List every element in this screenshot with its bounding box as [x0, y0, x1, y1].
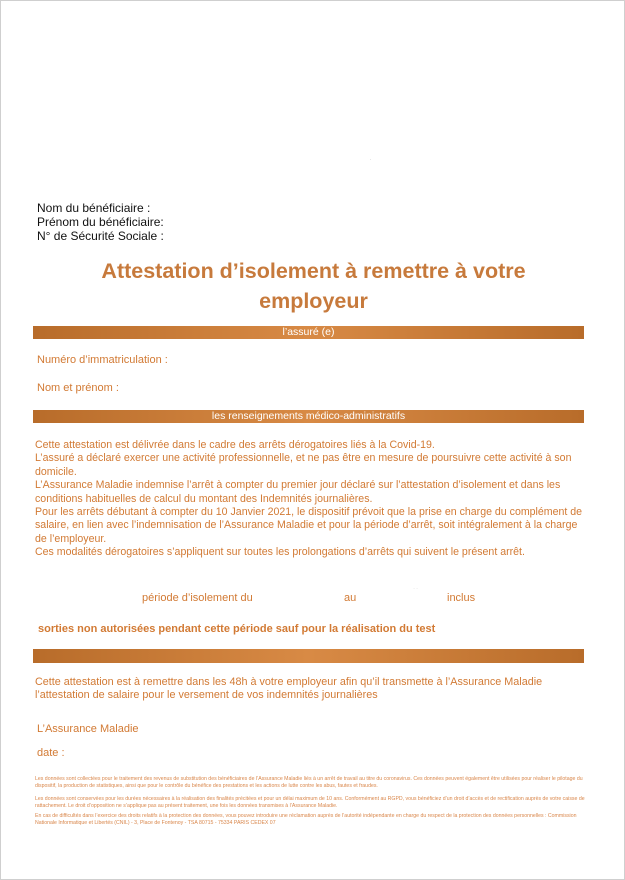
paragraph: Ces modalités dérogatoires s’appliquent sur toutes les prolongations d’arrêts qui suivent le présent arrêt. [35, 546, 525, 559]
footnote-collecte: Les données sont collectées pour le traitement des revenus de substitution des bénéficiaires de l’Assurance Maladie liés à un arrêt de travail au titre du coronavirus. Ces données peuvent également être utilisées pour réaliser le pilotage du dispositif, la production de statistiques, ainsi que pour le contrôle du bénéfice des prestations et les actions de lutte contre les abus, fautes et fraudes. [35, 776, 583, 789]
remise-notice: Cette attestation est à remettre dans les 48h à votre employeur afin qu’il transmette à l’Assurance Maladie l’attestation de salaire pour le versement de vos indemnités journalières [35, 676, 543, 702]
identification-block [37, 201, 164, 243]
paragraph: Cette attestation est délivrée dans le cadre des arrêts dérogatoires liés à la Covid-19. [35, 439, 435, 451]
nom-prenom-label: Nom et prénom : [37, 382, 119, 394]
scan-mark: · [369, 154, 372, 164]
footnote-cnil: En cas de difficultés dans l’exercice des droits relatifs à la protection des données, vous pouvez introduire une réclamation auprès de l’autorité indépendante en charge du respect de la protection des données personnelles : Commission Nationale Informatique et Libertés (CNIL) - 3, Place de Fontenoy - TSA 80715 - 75334 PARIS CEDEX 07 [35, 813, 577, 826]
nom-beneficiaire-label: Nom du bénéficiaire : [37, 201, 151, 215]
prenom-beneficiaire-label: Prénom du bénéficiaire: [37, 215, 164, 229]
title-line-1: Attestation d’isolement à remettre à votre [101, 259, 526, 283]
renseignements-section-header: les renseignements médico-administratifs [33, 410, 584, 423]
assure-section-header: l’assuré (e) [33, 326, 584, 339]
sorties-notice: sorties non autorisées pendant cette période sauf pour la réalisation du test [38, 623, 436, 635]
scan-mark: ˙˙ [413, 587, 419, 597]
separator-band [33, 649, 584, 663]
date-label: date : [37, 747, 65, 759]
signature-label: L’Assurance Maladie [37, 723, 139, 735]
numero-secu-label: N° de Sécurité Sociale : [37, 229, 164, 243]
immatriculation-label: Numéro d’immatriculation : [37, 354, 168, 366]
title-line-2: employeur [259, 289, 368, 313]
renseignements-text [35, 439, 590, 560]
periode-label: période d’isolement du [142, 592, 253, 604]
paragraph: Pour les arrêts débutant à compter du 10 Janvier 2021, le dispositif prévoit que la prise en charge du complément de salaire, en lien avec l’indemnisation de l’Assurance Maladie et pour la période d’arrêt, soit intégralement à la charge de l’employeur. [35, 506, 583, 545]
paragraph: L’Assurance Maladie indemnise l’arrêt à compter du premier jour déclaré sur l’attestation d’isolement et dans les conditions habituelles de calcul du montant des Indemnités journalières. [35, 479, 561, 505]
document-title [21, 256, 606, 316]
periode-au-label: au [344, 592, 357, 604]
paragraph: L’assuré a déclaré exercer une activité professionnelle, et ne pas être en mesure de poursuivre cette activité à son domicile. [35, 452, 572, 478]
footnote-conservation: Les données sont conservées pour les durées nécessaires à la réalisation des finalités précitées et pour un délai maximum de 10 ans. Conformément au RGPD, vous bénéficiez d’un droit d’accès et de rectification auprès de votre caisse de rattachement. Le droit d’opposition ne s’applique pas au présent traitement, une fois les données transmises à l’Assurance Maladie. [35, 796, 585, 809]
periode-inclus-label: inclus [447, 592, 476, 604]
